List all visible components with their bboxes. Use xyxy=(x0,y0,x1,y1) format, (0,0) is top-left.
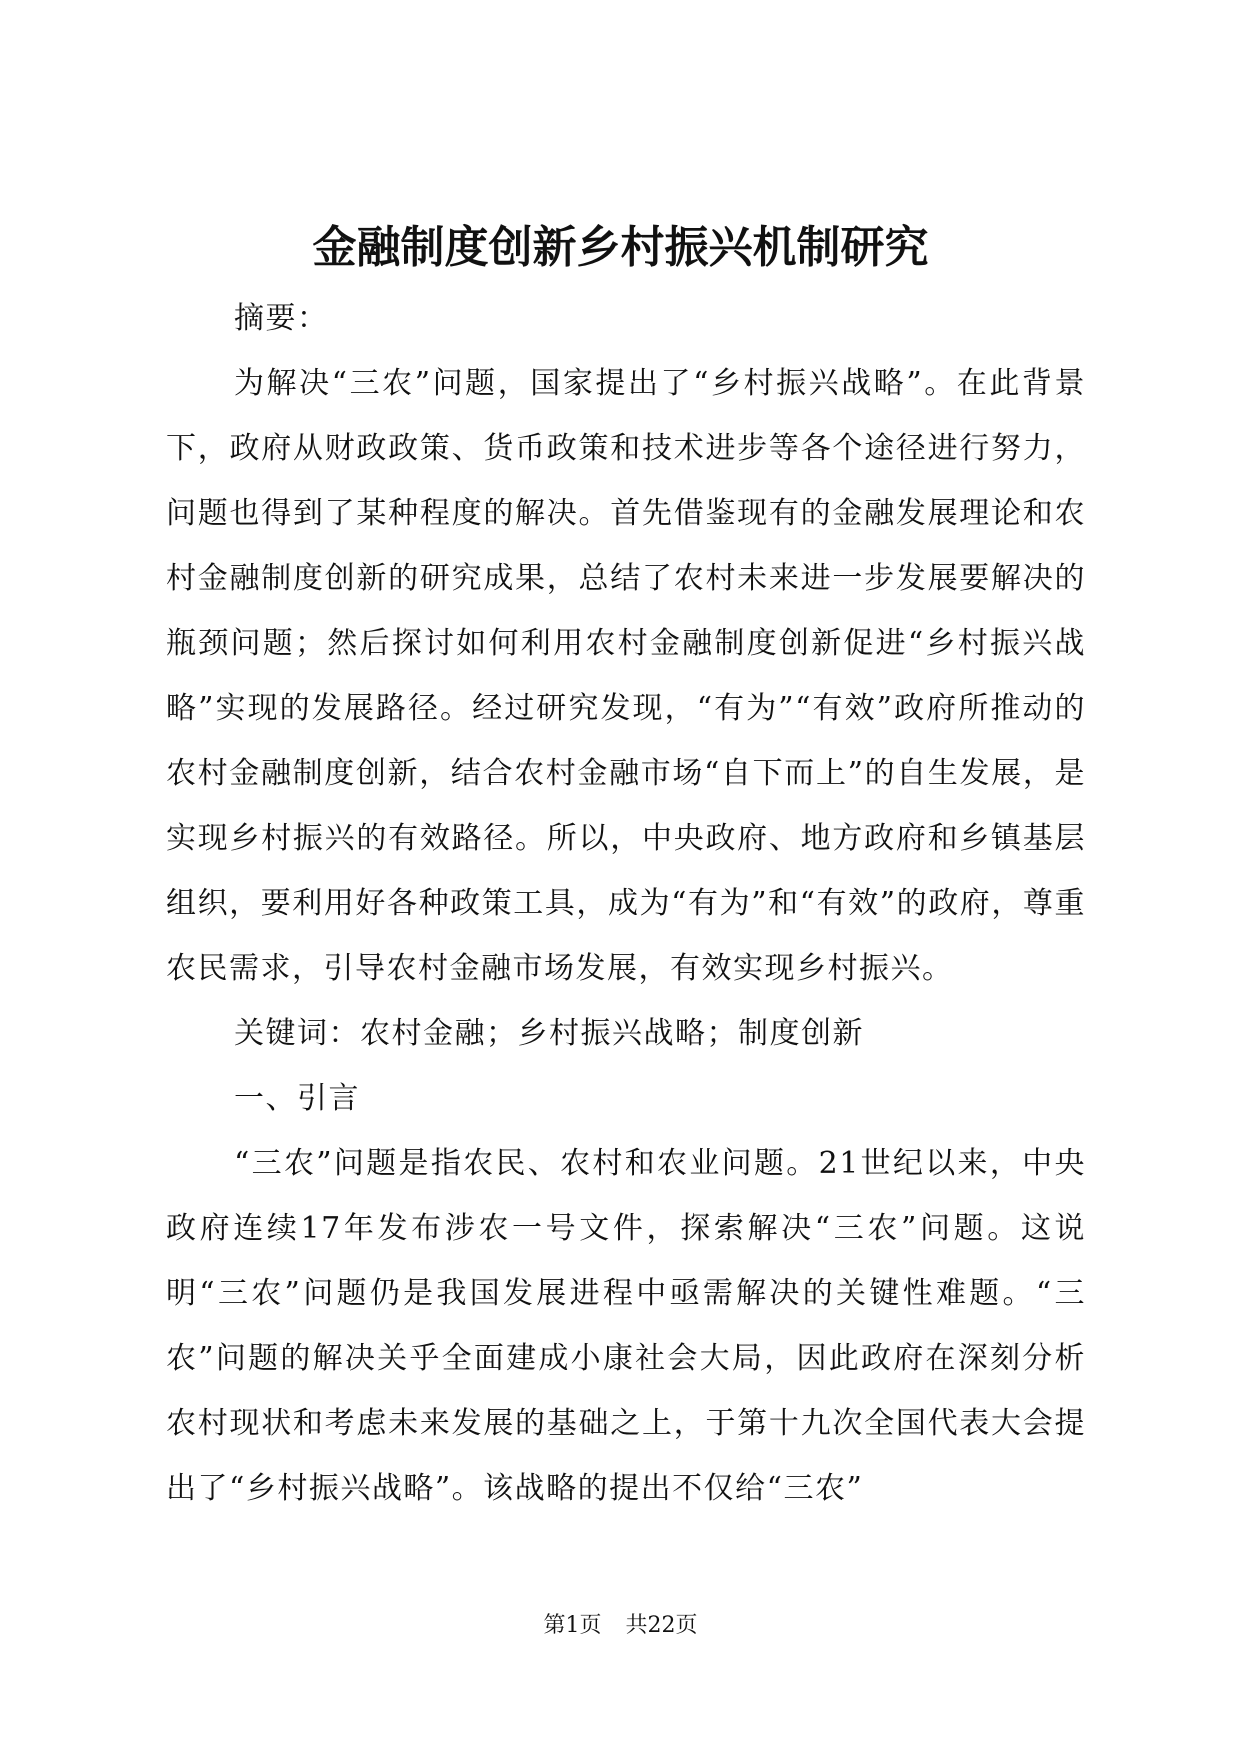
document-body xyxy=(166,286,1086,1521)
page-number-total: 共22页 xyxy=(625,1613,698,1638)
introduction-paragraph: “三农”问题是指农民、农村和农业问题。21世纪以来，中央政府连续17年发布涉农一号文件，探索解决“三农”问题。这说明“三农”问题仍是我国发展进程中亟需解决的关键性难题。“三农”问题的解决关乎全面建成小康社会大局，因此政府在深刻分析农村现状和考虑未来发展的基础之上，于第十九次全国代表大会提出了“乡村振兴战略”。该战略的提出不仅给“三农” xyxy=(166,1146,1086,1506)
keywords-line: 关键词：农村金融；乡村振兴战略；制度创新 xyxy=(234,1016,864,1051)
section-heading-introduction: 一、引言 xyxy=(234,1081,360,1116)
abstract-label: 摘要： xyxy=(234,301,329,336)
page-footer xyxy=(0,1610,1241,1642)
document-title: 金融制度创新乡村振兴机制研究 xyxy=(312,222,929,273)
page-number-current: 第1页 xyxy=(543,1613,602,1638)
abstract-paragraph: 为解决“三农”问题，国家提出了“乡村振兴战略”。在此背景下，政府从财政政策、货币政策和技术进步等各个途径进行努力，问题也得到了某种程度的解决。首先借鉴现有的金融发展理论和农村金融制度创新的研究成果，总结了农村未来进一步发展要解决的瓶颈问题；然后探讨如何利用农村金融制度创新促进“乡村振兴战略”实现的发展路径。经过研究发现，“有为”“有效”政府所推动的农村金融制度创新，结合农村金融市场“自下而上”的自生发展，是实现乡村振兴的有效路径。所以，中央政府、地方政府和乡镇基层组织，要利用好各种政策工具，成为“有为”和“有效”的政府，尊重农民需求，引导农村金融市场发展，有效实现乡村振兴。 xyxy=(166,366,1086,986)
